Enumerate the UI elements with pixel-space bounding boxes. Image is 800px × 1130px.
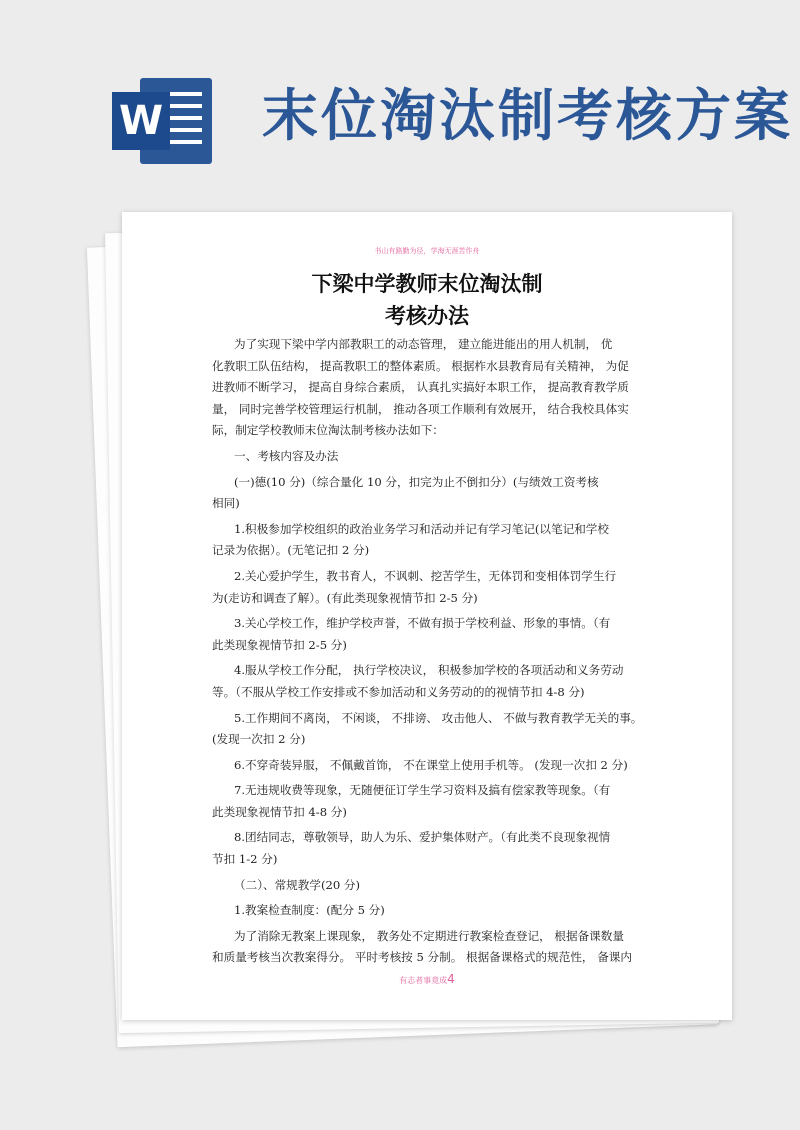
paragraph-line: 5.工作期间不离岗， 不闲谈， 不排谤、 攻击他人、 不做与教育教学无关的事。 <box>234 710 643 725</box>
paragraph-line: 为了消除无教案上课现象， 教务处不定期进行教案检查登记， 根据备课数量 <box>234 928 624 943</box>
paragraph-line: 1.积极参加学校组织的政治业务学习和活动并记有学习笔记(以笔记和学校 <box>234 521 609 536</box>
paragraph-line: 2.关心爱护学生，教书育人，不讽刺、挖苦学生，无体罚和变相体罚学生行 <box>234 568 617 583</box>
paragraph-line: 此类现象视情节扣 2-5 分) <box>212 637 347 652</box>
paragraph-line: 为(走访和调查了解）。(有此类现象视情节扣 2-5 分) <box>212 590 478 605</box>
paragraph-line: 等。（不服从学校工作安排或不参加活动和义务劳动的的视情节扣 4-8 分) <box>212 684 585 699</box>
paragraph-line: 相同) <box>212 496 240 511</box>
header-note: 书山有路勤为径，学海无涯苦作舟 <box>374 247 480 255</box>
paragraph-line: 6.不穿奇装异服， 不佩戴首饰， 不在课堂上使用手机等。 (发现一次扣 2 分) <box>234 757 628 772</box>
paragraph-line: 1.教案检查制度：(配分 5 分) <box>234 903 385 918</box>
paragraph-line: 进教师不断学习， 提高自身综合素质， 认真扎实搞好本职工作， 提高教育教学质 <box>212 380 629 395</box>
paragraph-line: 记录为依据）。(无笔记扣 2 分) <box>212 543 370 558</box>
paragraph-line: 际，制定学校教师末位淘汰制考核办法如下： <box>212 423 444 438</box>
banner-title: 末位淘汰制考核方案 <box>262 84 793 149</box>
word-document-icon <box>112 78 212 164</box>
paragraph-line: （二）、常规教学(20 分) <box>234 877 361 892</box>
paragraph-line: 7.无违规收费等现象，无随便征订学生学习资料及搞有偿家教等现象。（有 <box>234 783 611 798</box>
paragraph-line: (一)德(10 分)（综合量化 10 分，扣完为止不倒扣分）(与绩效工资考核 <box>234 474 599 489</box>
page-number: 4 <box>447 972 455 986</box>
document-page <box>122 212 732 1020</box>
banner <box>0 0 800 190</box>
paragraph-line: 量， 同时完善学校管理运行机制， 推动各项工作顺利有效展开， 结合我校具体实 <box>212 401 629 416</box>
paragraph-line: 8.团结同志，尊敬领导，助人为乐、爱护集体财产。（有此类不良现象视情 <box>234 830 611 845</box>
paragraph-line: 为了实现下梁中学内部教职工的动态管理， 建立能进能出的用人机制， 优 <box>234 337 613 351</box>
document-title-line1: 下梁中学教师末位淘汰制 <box>311 272 543 296</box>
paragraph-line: 化教职工队伍结构， 提高教职工的整体素质。 根据柞水县教育局有关精神， 为促 <box>212 358 629 373</box>
word-icon-letter: W <box>112 92 170 150</box>
paragraph-line: 节扣 1-2 分) <box>212 852 278 867</box>
paragraph-line: 一、考核内容及办法 <box>234 448 339 463</box>
paragraph-line: 和质量考核当次教案得分。 平时考核按 5 分制。 根据备课格式的规范性， 备课内 <box>212 950 632 965</box>
document-title-line2: 考核办法 <box>385 304 469 328</box>
paragraph-line: (发现一次扣 2 分) <box>212 732 306 747</box>
document-body <box>212 334 720 969</box>
paragraph-line: 3.关心学校工作，维护学校声誉，不做有损于学校利益、形象的事情。（有 <box>234 616 611 631</box>
paragraph-line: 此类现象视情节扣 4-8 分) <box>212 804 347 819</box>
footer <box>122 972 732 986</box>
footer-note: 有志者事竟成 <box>399 976 448 985</box>
paragraph-line: 4.服从学校工作分配， 执行学校决议， 积极参加学校的各项活动和义务劳动 <box>234 663 624 678</box>
